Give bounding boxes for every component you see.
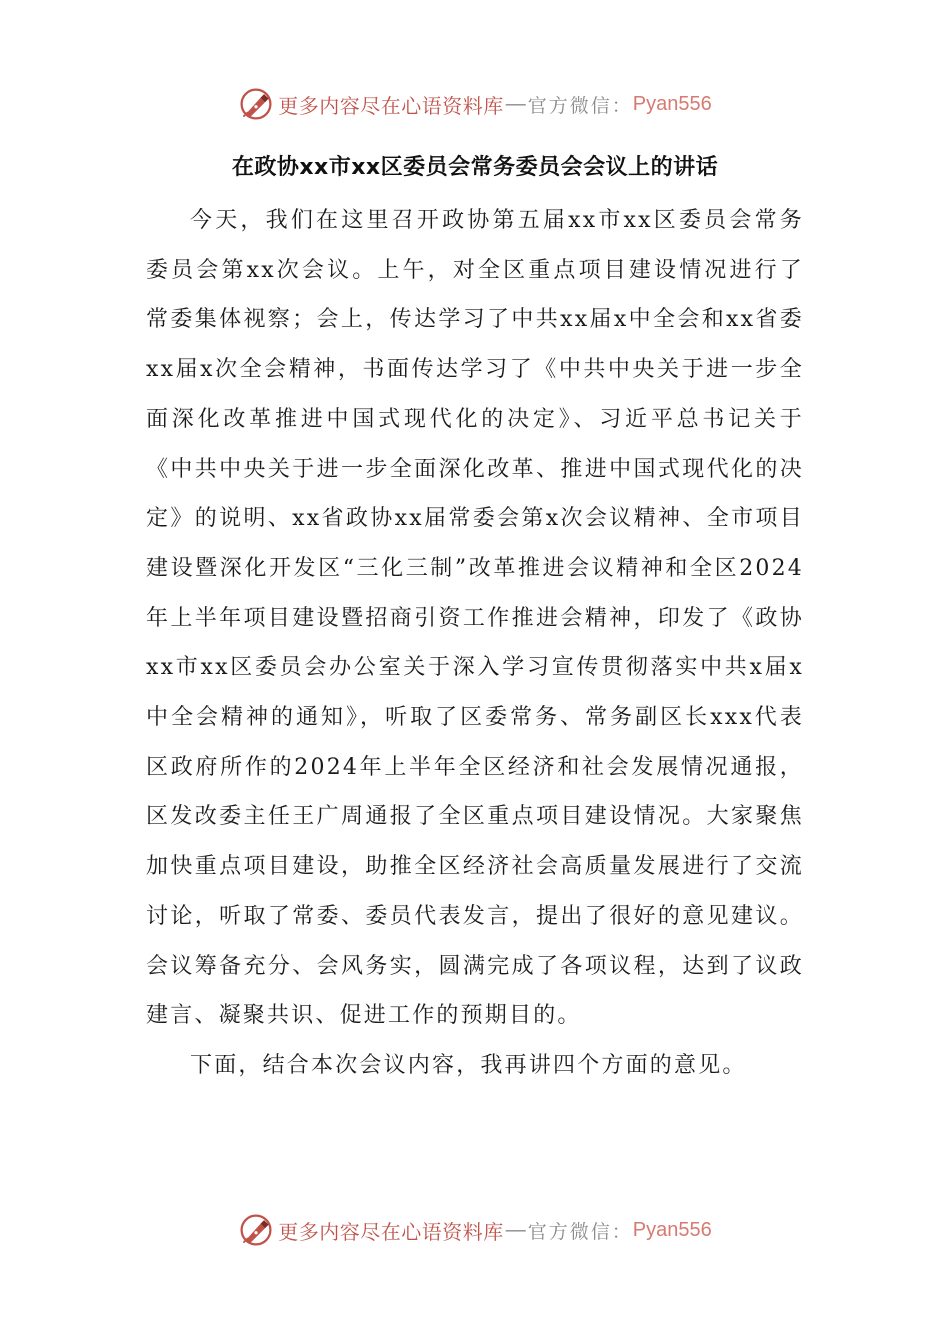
banner-wechat-id: Pyan556 [632,1218,712,1241]
pen-nib-logo-icon [238,1212,274,1248]
banner-site-text: 更多内容尽在心语资料库 [278,1219,504,1244]
banner-official-text: 官方微信： [527,94,633,117]
banner-dash: — [505,1218,526,1241]
header-banner [0,84,950,124]
banner-wechat-id: Pyan556 [632,92,712,115]
document-title: 在政协xx市xx区委员会常务委员会会议上的讲话 [231,155,719,180]
document-body [146,196,804,1091]
paragraph-1: 今天，我们在这里召开政协第五届xx市xx区委员会常务委员会第xx次会议。上午，对全区重点项目建设情况进行了常委集体视察；会上，传达学习了中共xx届x中全会和xx省委xx届x次全会精神，书面传达学习了《中共中央关于进一步全面深化改革推进中国式现代化的决定》、习近平总书记关于《中共中央关于进一步全面深化改革、推进中国式现代化的决定》的说明、xx省政协xx届常委会第x次会议精神、全市项目建设暨深化开发区“三化三制”改革推进会议精神和全区2024年上半年项目建设暨招商引资工作推进会精神，印发了《政协xx市xx区委员会办公室关于深入学习宣传贯彻落实中共x届x中全会精神的通知》，听取了区委常务、常务副区长xxx代表区政府所作的2024年上半年全区经济和社会发展情况通报，区发改委主任王广周通报了全区重点项目建设情况。大家聚焦加快重点项目建设，助推全区经济社会高质量发展进行了交流讨论，听取了常委、委员代表发言，提出了很好的意见建议。会议筹备充分、会风务实，圆满完成了各项议程，达到了议政建言、凝聚共识、促进工作的预期目的。 [146,208,804,1029]
footer-banner [0,1210,950,1250]
banner-dash: — [505,92,526,115]
paragraph-2: 下面，结合本次会议内容，我再讲四个方面的意见。 [190,1052,747,1078]
pen-nib-logo-icon [238,86,274,122]
banner-official-text: 官方微信： [527,1220,633,1243]
banner-site-text: 更多内容尽在心语资料库 [278,93,504,118]
